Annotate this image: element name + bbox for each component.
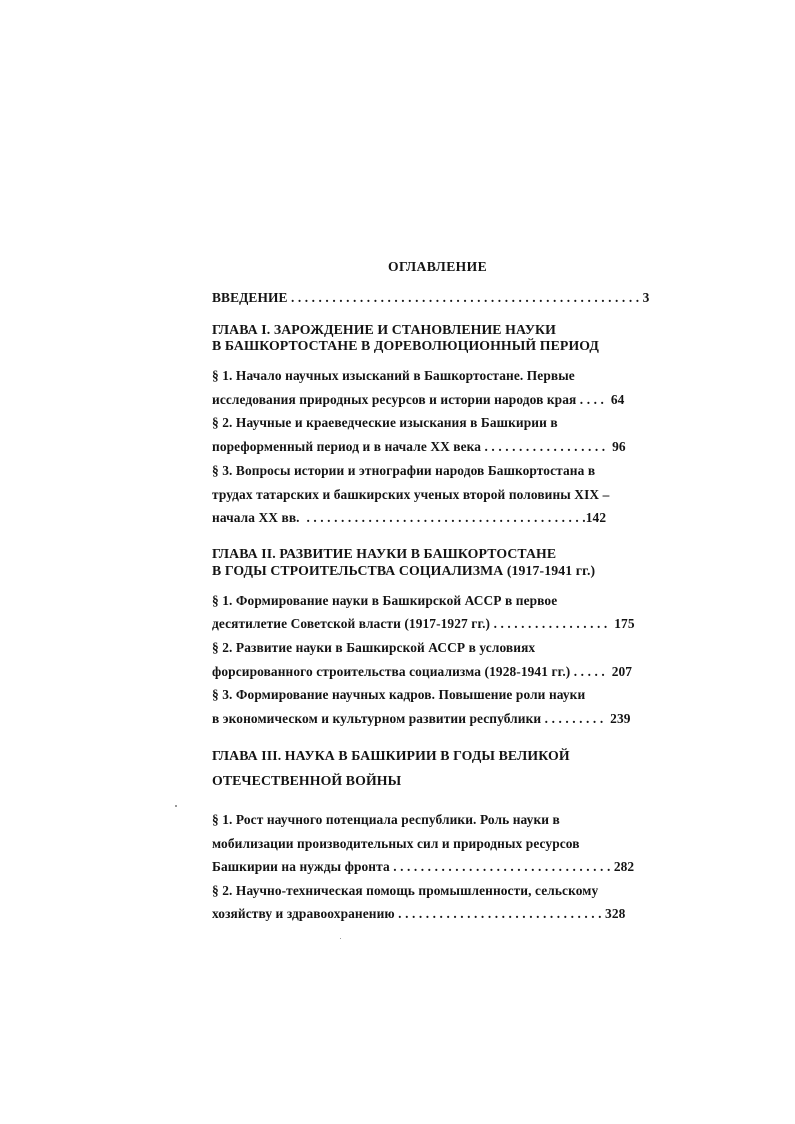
chapter1-section3-line2: трудах татарских и башкирских ученых второй половины XIX – [212,487,610,502]
chapter3-heading-line1: ГЛАВА III. НАУКА В БАШКИРИИ В ГОДЫ ВЕЛИКОЙ [212,748,570,763]
chapter3-section2-line2: хозяйству и здравоохранению . . . . . . . . . . . . . . . . . . . . . . . . . . . . . . 328 [212,906,626,921]
chapter3-section1-line1: § 1. Рост научного потенциала республики. Роль науки в [212,812,560,827]
chapter2-heading-line1: ГЛАВА II. РАЗВИТИЕ НАУКИ В БАШКОРТОСТАНЕ [212,546,557,561]
chapter2-section2-line2: форсированного строительства социализма (1928-1941 гг.) . . . . . 207 [212,664,633,679]
toc-entry-intro: ВВЕДЕНИЕ . . . . . . . . . . . . . . . . . . . . . . . . . . . . . . . . . . . . . . . . . . . . . . . . . . . 3 [212,290,650,305]
chapter2-section3-line2: в экономическом и культурном развитии республики . . . . . . . . . 239 [212,711,631,726]
toc-title: ОГЛАВЛЕНИЕ [388,259,488,274]
chapter3-section1-line3: Башкирии на нужды фронта . . . . . . . . . . . . . . . . . . . . . . . . . . . . . . . . 282 [212,859,635,874]
scan-speck [175,805,177,807]
chapter2-heading-line2: В ГОДЫ СТРОИТЕЛЬСТВА СОЦИАЛИЗМА (1917-1941 гг.) [212,563,596,578]
scan-speck [340,938,341,939]
chapter1-heading-line2: В БАШКОРТОСТАНЕ В ДОРЕВОЛЮЦИОННЫЙ ПЕРИОД [212,338,600,353]
chapter2-section2-line1: § 2. Развитие науки в Башкирской АССР в условиях [212,640,536,655]
chapter2-section1-line2: десятилетие Советской власти (1917-1927 гг.) . . . . . . . . . . . . . . . . . 175 [212,616,635,631]
chapter2-section3-line1: § 3. Формирование научных кадров. Повышение роли науки [212,687,586,702]
chapter1-section2-line1: § 2. Научные и краеведческие изыскания в Башкирии в [212,415,558,430]
chapter3-heading-line2: ОТЕЧЕСТВЕННОЙ ВОЙНЫ [212,773,402,788]
chapter1-section2-line2: пореформенный период и в начале XX века . . . . . . . . . . . . . . . . . . 96 [212,439,626,454]
chapter3-section1-line2: мобилизации производительных сил и природных ресурсов [212,836,580,851]
chapter1-heading-line1: ГЛАВА I. ЗАРОЖДЕНИЕ И СТАНОВЛЕНИЕ НАУКИ [212,322,556,337]
chapter3-section2-line1: § 2. Научно-техническая помощь промышленности, сельскому [212,883,599,898]
chapter2-section1-line1: § 1. Формирование науки в Башкирской АССР в первое [212,593,558,608]
chapter1-section3-line3: начала XX вв. . . . . . . . . . . . . . . . . . . . . . . . . . . . . . . . . . . . . . . . . .142 [212,510,607,525]
chapter1-section3-line1: § 3. Вопросы истории и этнографии народов Башкортостана в [212,463,596,478]
chapter1-section1-line1: § 1. Начало научных изысканий в Башкортостане. Первые [212,368,575,383]
chapter1-section1-line2: исследования природных ресурсов и истории народов края . . . . 64 [212,392,625,407]
